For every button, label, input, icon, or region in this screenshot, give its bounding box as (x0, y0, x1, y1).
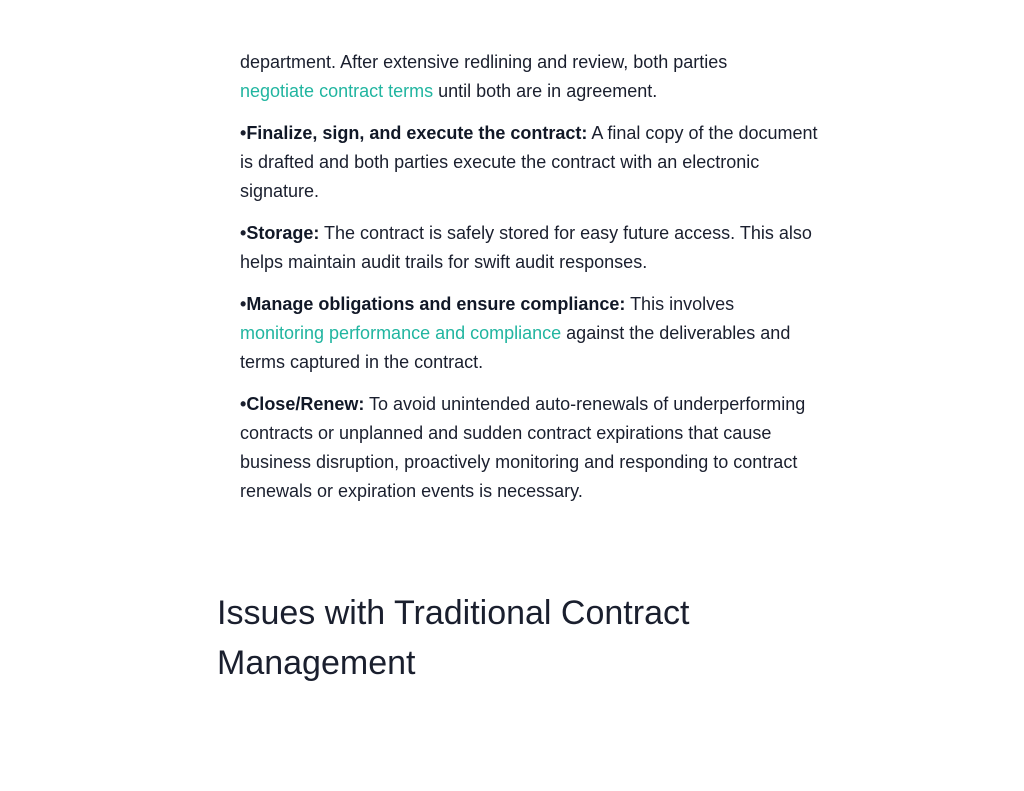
bullet-marker-icon: • (240, 123, 247, 143)
bullet-title-manage-obligations: Manage obligations and ensure compliance: (246, 294, 626, 314)
article-body (240, 48, 820, 519)
bullet-text-before-manage: This involves (625, 294, 735, 314)
bullet-text-close-renew: To avoid unintended auto-renewals of underperforming contracts or unplanned and sudden contract expirations that cause business disruption, proactively monitoring and responding to contract renewals or expiration events is necessary. (240, 394, 806, 501)
bullet-text-finalize: A final copy of the document is drafted and both parties execute the contract with an electronic signature. (240, 123, 818, 201)
bullet-item-close-renew (240, 390, 820, 506)
bullet-title-storage: Storage: (246, 223, 320, 243)
bullet-item-manage-obligations (240, 290, 820, 377)
monitoring-performance-link[interactable]: monitoring performance and compliance (240, 323, 562, 343)
bullet-marker-icon: • (240, 294, 247, 314)
negotiate-contract-terms-link[interactable]: negotiate contract terms (240, 81, 434, 101)
bullet-title-close-renew: Close/Renew: (246, 394, 365, 414)
bullet-text-storage: The contract is safely stored for easy future access. This also helps maintain audit trails for swift audit responses. (240, 223, 812, 272)
intro-paragraph (240, 48, 820, 106)
bullet-marker-icon: • (240, 223, 247, 243)
bullet-item-finalize (240, 119, 820, 206)
bullet-marker-icon: • (240, 394, 247, 414)
intro-text-after: until both are in agreement. (433, 81, 658, 101)
bullet-title-finalize: Finalize, sign, and execute the contract: (246, 123, 588, 143)
bullet-item-storage (240, 219, 820, 277)
section-heading: Issues with Traditional Contract Management (217, 594, 690, 682)
intro-text-before: department. After extensive redlining and review, both parties (240, 52, 728, 72)
bullet-text-after-manage: against the deliverables and terms captured in the contract. (240, 323, 791, 372)
